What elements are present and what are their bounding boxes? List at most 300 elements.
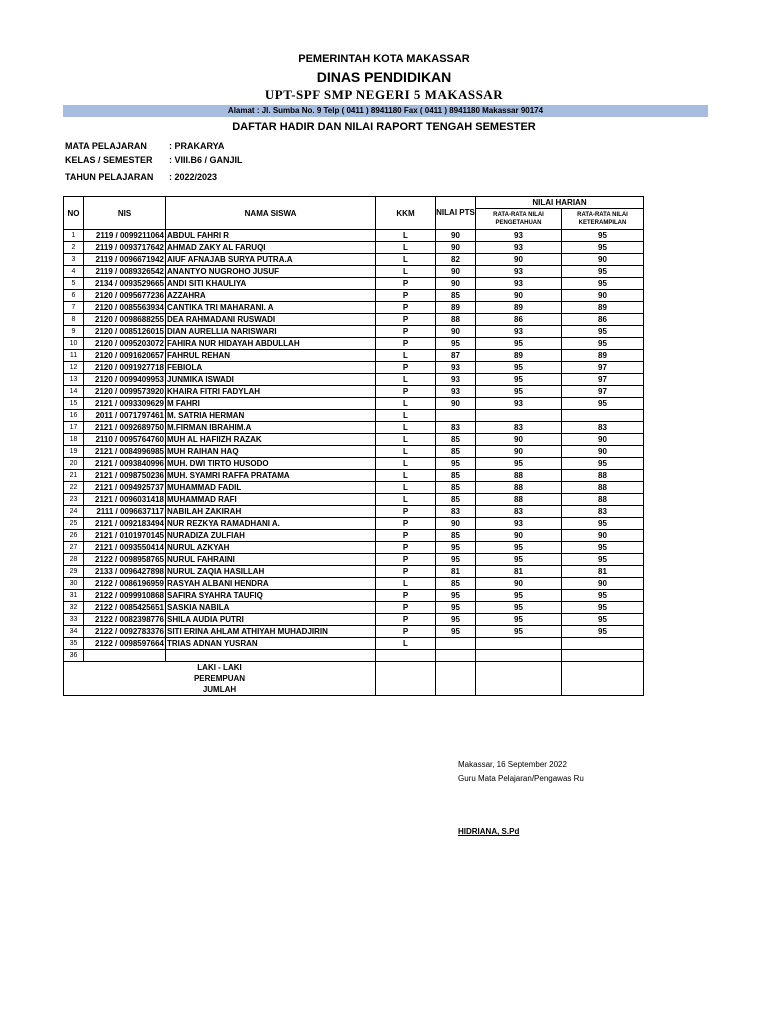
row-name: MUHAMMAD RAFI <box>166 494 376 506</box>
row-pengetahuan: 93 <box>476 398 562 410</box>
table-row <box>64 326 644 338</box>
row-kkm: L <box>376 458 436 470</box>
row-no: 21 <box>64 470 84 482</box>
row-nis: 0085126015 / 2120 <box>84 326 166 338</box>
table-row <box>64 338 644 350</box>
row-keterampilan: 90 <box>562 446 644 458</box>
table-row <box>64 494 644 506</box>
summary-row <box>64 684 644 696</box>
row-keterampilan <box>562 638 644 650</box>
row-pengetahuan: 90 <box>476 530 562 542</box>
row-name: MUH AL HAFIIZH RAZAK <box>166 434 376 446</box>
row-keterampilan: 95 <box>562 278 644 290</box>
row-kkm: P <box>376 554 436 566</box>
row-kkm: P <box>376 386 436 398</box>
table-row <box>64 290 644 302</box>
col-nis: NIS <box>84 197 166 230</box>
row-pengetahuan: 83 <box>476 506 562 518</box>
row-nis: 0098958765 / 2122 <box>84 554 166 566</box>
meta-subject-label: MATA PELAJARAN <box>65 141 147 151</box>
row-keterampilan: 97 <box>562 386 644 398</box>
row-keterampilan: 95 <box>562 602 644 614</box>
row-no: 25 <box>64 518 84 530</box>
row-no: 13 <box>64 374 84 386</box>
row-nis: 0094925737 / 2121 <box>84 482 166 494</box>
table-row <box>64 266 644 278</box>
row-keterampilan: 95 <box>562 338 644 350</box>
row-keterampilan: 95 <box>562 266 644 278</box>
row-pts <box>436 410 476 422</box>
meta-subject-value: : PRAKARYA <box>169 141 225 151</box>
table-row <box>64 278 644 290</box>
meta-class-value: : VIII.B6 / GANJIL <box>169 155 243 165</box>
row-pengetahuan: 95 <box>476 626 562 638</box>
row-nis: 0085425651 / 2122 <box>84 602 166 614</box>
row-nis: 0092783376 / 2122 <box>84 626 166 638</box>
meta-year-value: : 2022/2023 <box>169 172 218 182</box>
summary-total: JUMLAH <box>64 684 376 696</box>
row-nis: 0096671942 / 2119 <box>84 254 166 266</box>
row-pengetahuan: 90 <box>476 578 562 590</box>
summary-female: PEREMPUAN <box>64 673 376 684</box>
row-name: M.FIRMAN IBRAHIM.A <box>166 422 376 434</box>
table-row <box>64 350 644 362</box>
row-name: DEA RAHMADANI RUSWADI <box>166 314 376 326</box>
row-pengetahuan: 88 <box>476 494 562 506</box>
row-pengetahuan: 81 <box>476 566 562 578</box>
row-kkm: P <box>376 278 436 290</box>
row-pts: 95 <box>436 458 476 470</box>
row-pts: 89 <box>436 302 476 314</box>
row-no: 35 <box>64 638 84 650</box>
row-keterampilan: 88 <box>562 482 644 494</box>
row-no: 19 <box>64 446 84 458</box>
row-pengetahuan: 89 <box>476 302 562 314</box>
row-name: DIAN AURELLIA NARISWARI <box>166 326 376 338</box>
row-no: 20 <box>64 458 84 470</box>
address-bar: Alamat : Jl. Sumba No. 9 Telp ( 0411 ) 8941180 Fax ( 0411 ) 8941180 Makassar 90174 <box>63 105 708 117</box>
table-row <box>64 638 644 650</box>
row-no: 2 <box>64 242 84 254</box>
row-kkm: P <box>376 506 436 518</box>
table-row <box>64 410 644 422</box>
row-kkm: L <box>376 482 436 494</box>
row-kkm: L <box>376 350 436 362</box>
row-pengetahuan: 95 <box>476 614 562 626</box>
row-kkm: P <box>376 626 436 638</box>
row-kkm: L <box>376 230 436 242</box>
row-pts: 90 <box>436 242 476 254</box>
signer-role: Guru Mata Pelajaran/Pengawas Ru <box>458 774 584 783</box>
row-kkm: L <box>376 242 436 254</box>
row-nis: 0098750236 / 2121 <box>84 470 166 482</box>
row-pts: 82 <box>436 254 476 266</box>
row-nis: 0085563934 / 2120 <box>84 302 166 314</box>
row-pts: 90 <box>436 326 476 338</box>
row-name: ANDI SITI KHAULIYA <box>166 278 376 290</box>
row-kkm: P <box>376 314 436 326</box>
row-keterampilan: 88 <box>562 470 644 482</box>
table-row <box>64 254 644 266</box>
row-name: NURUL AZKYAH <box>166 542 376 554</box>
row-keterampilan: 95 <box>562 518 644 530</box>
row-pts: 95 <box>436 602 476 614</box>
row-no: 5 <box>64 278 84 290</box>
meta-subject <box>65 141 224 151</box>
row-nis: 0093309629 / 2121 <box>84 398 166 410</box>
row-no: 4 <box>64 266 84 278</box>
gov-title: PEMERINTAH KOTA MAKASSAR <box>298 53 470 65</box>
row-pengetahuan <box>476 410 562 422</box>
row-kkm: L <box>376 254 436 266</box>
row-kkm: L <box>376 266 436 278</box>
row-name <box>166 650 376 662</box>
row-pengetahuan: 88 <box>476 482 562 494</box>
row-keterampilan: 90 <box>562 290 644 302</box>
table-row <box>64 650 644 662</box>
row-name: AZZAHRA <box>166 290 376 302</box>
row-keterampilan: 90 <box>562 434 644 446</box>
row-pengetahuan: 93 <box>476 326 562 338</box>
row-kkm: P <box>376 362 436 374</box>
meta-year <box>65 172 217 182</box>
row-nis: 0101970145 / 2121 <box>84 530 166 542</box>
row-keterampilan <box>562 410 644 422</box>
row-kkm: L <box>376 410 436 422</box>
row-pengetahuan: 86 <box>476 314 562 326</box>
row-nis: 0098597664 / 2122 <box>84 638 166 650</box>
table-row <box>64 470 644 482</box>
table-row <box>64 446 644 458</box>
row-no: 12 <box>64 362 84 374</box>
row-keterampilan: 95 <box>562 614 644 626</box>
row-name: SITI ERINA AHLAM ATHIYAH MUHADJIRIN <box>166 626 376 638</box>
row-no: 28 <box>64 554 84 566</box>
row-no: 17 <box>64 422 84 434</box>
document-title: DAFTAR HADIR DAN NILAI RAPORT TENGAH SEMESTER <box>232 121 536 133</box>
row-no: 30 <box>64 578 84 590</box>
row-kkm: P <box>376 326 436 338</box>
row-nis: 0071797461 / 2011 <box>84 410 166 422</box>
row-pengetahuan: 89 <box>476 350 562 362</box>
row-keterampilan: 95 <box>562 590 644 602</box>
row-pts: 93 <box>436 386 476 398</box>
row-nis: 0093550414 / 2121 <box>84 542 166 554</box>
row-pengetahuan: 95 <box>476 374 562 386</box>
row-no: 29 <box>64 566 84 578</box>
row-pts: 87 <box>436 350 476 362</box>
row-pengetahuan: 93 <box>476 230 562 242</box>
row-nis: 0082398776 / 2122 <box>84 614 166 626</box>
col-harian: NILAI HARIAN <box>476 197 644 209</box>
row-name: ABDUL FAHRI R <box>166 230 376 242</box>
col-keterampilan: RATA-RATA NILAI KETERAMPILAN <box>562 209 644 230</box>
row-pts: 95 <box>436 590 476 602</box>
row-keterampilan: 90 <box>562 578 644 590</box>
row-pts: 93 <box>436 374 476 386</box>
row-name: KHAIRA FITRI FADYLAH <box>166 386 376 398</box>
row-pengetahuan: 95 <box>476 362 562 374</box>
row-nis: 0099409953 / 2120 <box>84 374 166 386</box>
row-nis: 0095203072 / 2120 <box>84 338 166 350</box>
meta-class-label: KELAS / SEMESTER <box>65 155 153 165</box>
row-name: TRIAS ADNAN YUSRAN <box>166 638 376 650</box>
row-pengetahuan: 90 <box>476 290 562 302</box>
row-name: NURADIZA ZULFIAH <box>166 530 376 542</box>
row-keterampilan: 95 <box>562 230 644 242</box>
col-pts: NILAI PTS <box>436 197 476 230</box>
table-row <box>64 242 644 254</box>
row-pengetahuan: 93 <box>476 518 562 530</box>
row-pts <box>436 650 476 662</box>
row-name: MUH RAIHAN HAQ <box>166 446 376 458</box>
row-name: JUNMIKA ISWADI <box>166 374 376 386</box>
row-nis: 0099910868 / 2122 <box>84 590 166 602</box>
col-kkm: KKM <box>376 197 436 230</box>
row-pengetahuan: 95 <box>476 590 562 602</box>
row-keterampilan: 95 <box>562 554 644 566</box>
row-nis: 0099211064 / 2119 <box>84 230 166 242</box>
row-nis: 0093840996 / 2121 <box>84 458 166 470</box>
row-nis: 0093717642 / 2119 <box>84 242 166 254</box>
row-keterampilan: 88 <box>562 494 644 506</box>
row-keterampilan: 90 <box>562 530 644 542</box>
row-no: 26 <box>64 530 84 542</box>
table-row <box>64 530 644 542</box>
row-pengetahuan: 95 <box>476 338 562 350</box>
row-kkm <box>376 650 436 662</box>
row-name: AIUF AFNAJAB SURYA PUTRA.A <box>166 254 376 266</box>
row-name: CANTIKA TRI MAHARANI. A <box>166 302 376 314</box>
row-pengetahuan: 90 <box>476 446 562 458</box>
meta-class <box>65 155 243 165</box>
row-no: 6 <box>64 290 84 302</box>
row-kkm: L <box>376 374 436 386</box>
row-no: 9 <box>64 326 84 338</box>
table-row <box>64 230 644 242</box>
row-pts: 90 <box>436 266 476 278</box>
row-keterampilan: 89 <box>562 302 644 314</box>
row-no: 33 <box>64 614 84 626</box>
meta-year-label: TAHUN PELAJARAN <box>65 172 154 182</box>
row-name: MUH. SYAMRI RAFFA PRATAMA <box>166 470 376 482</box>
row-pengetahuan <box>476 638 562 650</box>
row-keterampilan: 95 <box>562 398 644 410</box>
row-kkm: P <box>376 530 436 542</box>
row-kkm: P <box>376 590 436 602</box>
table-row <box>64 590 644 602</box>
row-pts: 90 <box>436 398 476 410</box>
col-no: NO <box>64 197 84 230</box>
row-pts: 85 <box>436 494 476 506</box>
row-nis: 0091927718 / 2120 <box>84 362 166 374</box>
row-kkm: L <box>376 470 436 482</box>
school-title: UPT-SPF SMP NEGERI 5 MAKASSAR <box>264 87 504 102</box>
row-kkm: L <box>376 398 436 410</box>
table-row <box>64 482 644 494</box>
row-no: 15 <box>64 398 84 410</box>
table-row <box>64 614 644 626</box>
row-kkm: P <box>376 542 436 554</box>
table-row <box>64 302 644 314</box>
row-pengetahuan: 93 <box>476 278 562 290</box>
row-nis: 0095677236 / 2120 <box>84 290 166 302</box>
table-row <box>64 374 644 386</box>
row-nis: 0093529665 / 2134 <box>84 278 166 290</box>
row-nis: 0096031418 / 2121 <box>84 494 166 506</box>
row-kkm: L <box>376 578 436 590</box>
row-name: NABILAH ZAKIRAH <box>166 506 376 518</box>
row-kkm: P <box>376 302 436 314</box>
row-pts: 83 <box>436 506 476 518</box>
row-keterampilan: 95 <box>562 326 644 338</box>
row-nis: 0091620657 / 2120 <box>84 350 166 362</box>
row-pts: 85 <box>436 578 476 590</box>
row-pts: 95 <box>436 614 476 626</box>
row-keterampilan: 95 <box>562 458 644 470</box>
row-pengetahuan: 90 <box>476 434 562 446</box>
row-no: 1 <box>64 230 84 242</box>
row-nis: 0086196959 / 2122 <box>84 578 166 590</box>
row-no: 32 <box>64 602 84 614</box>
row-no: 3 <box>64 254 84 266</box>
row-keterampilan: 97 <box>562 374 644 386</box>
summary-male: LAKI - LAKI <box>64 662 376 674</box>
row-kkm: P <box>376 602 436 614</box>
row-nis: 0092183494 / 2121 <box>84 518 166 530</box>
grades-table <box>63 196 644 696</box>
table-row <box>64 542 644 554</box>
col-pengetahuan: RATA-RATA NILAI PENGETAHUAN <box>476 209 562 230</box>
summary-row <box>64 662 644 674</box>
row-nis: 0099573920 / 2120 <box>84 386 166 398</box>
table-row <box>64 434 644 446</box>
row-no: 18 <box>64 434 84 446</box>
place-date: Makassar, 16 September 2022 <box>458 760 567 769</box>
table-row <box>64 518 644 530</box>
row-no: 34 <box>64 626 84 638</box>
row-pengetahuan <box>476 650 562 662</box>
table-row <box>64 554 644 566</box>
row-pengetahuan: 88 <box>476 470 562 482</box>
row-keterampilan: 95 <box>562 542 644 554</box>
row-nis: 0095764760 / 2110 <box>84 434 166 446</box>
row-keterampilan: 83 <box>562 506 644 518</box>
row-no: 8 <box>64 314 84 326</box>
row-no: 14 <box>64 386 84 398</box>
row-name: FEBIOLA <box>166 362 376 374</box>
row-kkm: L <box>376 422 436 434</box>
row-pts: 85 <box>436 470 476 482</box>
row-pengetahuan: 95 <box>476 554 562 566</box>
table-row <box>64 626 644 638</box>
row-name: RASYAH ALBANI HENDRA <box>166 578 376 590</box>
row-no: 27 <box>64 542 84 554</box>
row-keterampilan: 81 <box>562 566 644 578</box>
row-name: NUR REZKYA RAMADHANI A. <box>166 518 376 530</box>
row-keterampilan: 95 <box>562 626 644 638</box>
row-pts: 83 <box>436 422 476 434</box>
row-keterampilan: 83 <box>562 422 644 434</box>
table-row <box>64 578 644 590</box>
row-pts: 85 <box>436 530 476 542</box>
row-pts: 85 <box>436 482 476 494</box>
row-no: 31 <box>64 590 84 602</box>
row-kkm: P <box>376 518 436 530</box>
row-name: AHMAD ZAKY AL FARUQI <box>166 242 376 254</box>
table-row <box>64 566 644 578</box>
row-no: 36 <box>64 650 84 662</box>
row-no: 10 <box>64 338 84 350</box>
row-pts: 90 <box>436 230 476 242</box>
row-name: NURUL FAHRAINI <box>166 554 376 566</box>
row-pts <box>436 638 476 650</box>
row-name: SHILA AUDIA PUTRI <box>166 614 376 626</box>
row-nis: 0096637117 / 2111 <box>84 506 166 518</box>
row-nis: 0089326542 / 2119 <box>84 266 166 278</box>
row-kkm: L <box>376 494 436 506</box>
row-name: SAFIRA SYAHRA TAUFIQ <box>166 590 376 602</box>
row-pengetahuan: 95 <box>476 386 562 398</box>
row-keterampilan: 86 <box>562 314 644 326</box>
row-pengetahuan: 83 <box>476 422 562 434</box>
signer-name: HIDRIANA, S.Pd <box>458 827 520 836</box>
row-kkm: L <box>376 434 436 446</box>
row-kkm: P <box>376 338 436 350</box>
row-pts: 85 <box>436 290 476 302</box>
row-nis: 0096427898 / 2133 <box>84 566 166 578</box>
table-row <box>64 386 644 398</box>
row-no: 24 <box>64 506 84 518</box>
row-pts: 95 <box>436 542 476 554</box>
row-name: FAHRUL REHAN <box>166 350 376 362</box>
row-name: SASKIA NABILA <box>166 602 376 614</box>
row-pts: 88 <box>436 314 476 326</box>
row-keterampilan: 97 <box>562 362 644 374</box>
row-name: NURUL ZAQIA HASILLAH <box>166 566 376 578</box>
row-name: M FAHRI <box>166 398 376 410</box>
row-pts: 90 <box>436 518 476 530</box>
col-name: NAMA SISWA <box>166 197 376 230</box>
row-pts: 90 <box>436 278 476 290</box>
row-no: 22 <box>64 482 84 494</box>
row-nis: 0092689750 / 2121 <box>84 422 166 434</box>
table-row <box>64 422 644 434</box>
table-row <box>64 362 644 374</box>
row-pts: 85 <box>436 446 476 458</box>
row-name: MUHAMMAD FADIL <box>166 482 376 494</box>
row-name: ANANTYO NUGROHO JUSUF <box>166 266 376 278</box>
row-nis: 0084996985 / 2121 <box>84 446 166 458</box>
row-kkm: P <box>376 614 436 626</box>
row-pts: 85 <box>436 434 476 446</box>
table-row <box>64 398 644 410</box>
row-pengetahuan: 95 <box>476 458 562 470</box>
row-keterampilan: 89 <box>562 350 644 362</box>
row-pengetahuan: 95 <box>476 542 562 554</box>
row-pts: 81 <box>436 566 476 578</box>
row-pts: 93 <box>436 362 476 374</box>
row-name: M. SATRIA HERMAN <box>166 410 376 422</box>
row-kkm: L <box>376 638 436 650</box>
row-pts: 95 <box>436 554 476 566</box>
table-row <box>64 314 644 326</box>
row-pts: 95 <box>436 338 476 350</box>
row-pengetahuan: 90 <box>476 254 562 266</box>
row-kkm: L <box>376 446 436 458</box>
table-row <box>64 458 644 470</box>
row-name: FAHIRA NUR HIDAYAH ABDULLAH <box>166 338 376 350</box>
